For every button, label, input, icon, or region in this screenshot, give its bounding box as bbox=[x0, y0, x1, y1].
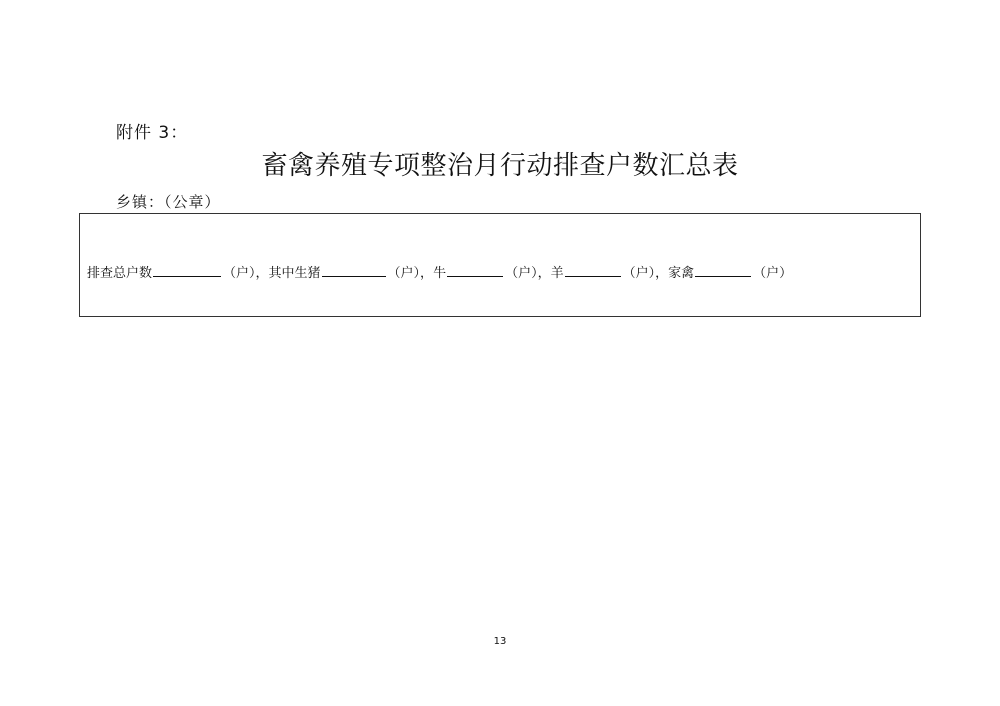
cattle-households-blank[interactable] bbox=[447, 264, 503, 277]
summary-form-line bbox=[87, 262, 792, 281]
cattle-households-label: 牛 bbox=[433, 266, 447, 281]
cattle-households-unit: （户）， bbox=[505, 266, 551, 281]
township-seal-label: 乡镇：（公章） bbox=[116, 193, 221, 211]
sheep-households-label: 羊 bbox=[550, 266, 564, 281]
poultry-households-blank[interactable] bbox=[695, 264, 751, 277]
page-title: 畜禽养殖专项整治月行动排查户数汇总表 bbox=[261, 151, 739, 181]
summary-form-box bbox=[79, 213, 921, 317]
pig-households-label: 其中生猪 bbox=[268, 266, 321, 281]
poultry-households-label: 家禽 bbox=[668, 266, 695, 281]
total-households-unit: （户）， bbox=[223, 266, 269, 281]
poultry-households-unit: （户） bbox=[753, 266, 793, 281]
pig-households-blank[interactable] bbox=[322, 264, 386, 277]
total-households-label: 排查总户数 bbox=[87, 266, 153, 281]
attachment-label: 附件 3： bbox=[116, 123, 189, 143]
sheep-households-unit: （户）， bbox=[622, 266, 669, 281]
page-number: 13 bbox=[493, 636, 507, 647]
total-households-blank[interactable] bbox=[153, 264, 221, 277]
pig-households-unit: （户）， bbox=[387, 266, 434, 281]
sheep-households-blank[interactable] bbox=[565, 264, 621, 277]
